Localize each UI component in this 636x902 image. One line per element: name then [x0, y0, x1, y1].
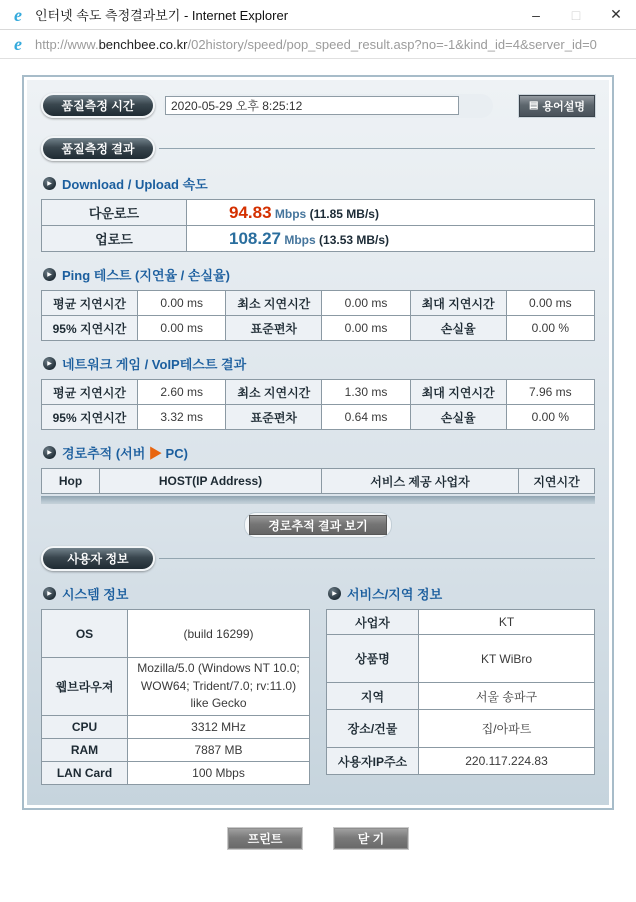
table-label-cell: 평균 지연시간: [42, 291, 138, 316]
table-row: [42, 200, 595, 226]
glossary-button-label: 용어설명: [542, 100, 585, 113]
table-value-cell: (build 16299): [128, 610, 310, 658]
table-value-cell: 3.32 ms: [138, 405, 226, 430]
table-value-cell: 0.00 %: [506, 405, 594, 430]
ping-table: [41, 290, 595, 341]
speed-section-title: Download / Upload 속도: [62, 177, 208, 192]
table-row: [42, 291, 595, 316]
section-bullet-icon: ▶: [43, 357, 56, 370]
ping-section-title: Ping 테스트 (지연율 / 손실율): [62, 268, 230, 283]
glossary-button[interactable]: [519, 95, 595, 117]
table-label-cell: 최대 지연시간: [410, 380, 506, 405]
close-page-button[interactable]: 닫 기: [334, 828, 408, 849]
upload-label: 업로드: [42, 226, 187, 252]
table-value-cell: Mozilla/5.0 (Windows NT 10.0; WOW64; Trident/7.0; rv:11.0) like Gecko: [128, 658, 310, 716]
route-section-title: 경로추적 (서버 ▶ PC): [62, 446, 188, 461]
section-bullet-icon: ▶: [43, 177, 56, 190]
table-label-cell: 웹브라우져: [42, 658, 128, 716]
table-label-cell: CPU: [42, 716, 128, 739]
table-label-cell: 지역: [327, 683, 419, 710]
ie-page-icon: e: [14, 34, 22, 54]
table-label-cell: 평균 지연시간: [42, 380, 138, 405]
voip-section-title: 네트워크 게임 / VoIP테스트 결과: [62, 357, 247, 372]
table-value-cell: 7.96 ms: [506, 380, 594, 405]
table-label-cell: 최대 지연시간: [410, 291, 506, 316]
table-label-cell: LAN Card: [42, 762, 128, 785]
table-label-cell: 손실율: [410, 405, 506, 430]
table-row: [42, 658, 310, 716]
upload-value-cell: [187, 226, 595, 252]
table-row: [327, 635, 595, 683]
close-button[interactable]: ✕: [610, 6, 622, 22]
table-row: [42, 716, 310, 739]
system-table: [41, 609, 310, 785]
upload-unit: Mbps: [284, 232, 316, 247]
route-table: [41, 468, 595, 494]
section-bullet-icon: ▶: [43, 446, 56, 459]
download-detail: (11.85 MB/s): [309, 206, 379, 221]
measure-time-label: 품질측정 시간: [61, 99, 135, 113]
table-label-cell: 95% 지연시간: [42, 405, 138, 430]
table-row: [42, 739, 310, 762]
user-info-pill: [41, 546, 155, 571]
quality-result-label: 품질측정 결과: [61, 142, 135, 156]
download-label: 다운로드: [42, 200, 187, 226]
service-section-title: 서비스/지역 정보: [347, 587, 443, 602]
url-text[interactable]: http://www.benchbee.co.kr/02history/speed/pop_speed_result.asp?no=-1&kind_id=4&server_id=0: [35, 36, 597, 52]
table-value-cell: 0.00 ms: [322, 316, 410, 341]
measure-time-input[interactable]: [165, 96, 459, 115]
address-bar[interactable]: [0, 30, 636, 59]
route-table-footer-bar: [41, 496, 595, 504]
table-row: [42, 762, 310, 785]
main-panel: [22, 75, 614, 810]
download-unit: Mbps: [274, 206, 307, 221]
table-row: [327, 610, 595, 635]
table-label-cell: 사용자IP주소: [327, 748, 419, 775]
table-value-cell: 0.00 %: [506, 316, 594, 341]
table-label-cell: 상품명: [327, 635, 419, 683]
table-value-cell: 0.00 ms: [138, 291, 226, 316]
table-value-cell: 7887 MB: [128, 739, 310, 762]
table-row: [42, 610, 310, 658]
table-value-cell: 0.00 ms: [322, 291, 410, 316]
window-titlebar: [0, 0, 636, 30]
table-label-cell: RAM: [42, 739, 128, 762]
upload-detail: (13.53 MB/s): [319, 232, 390, 247]
route-col-hop: Hop: [42, 469, 100, 494]
divider-line: [159, 148, 595, 149]
glossary-icon: ▤: [529, 100, 539, 111]
minimize-button[interactable]: –: [532, 6, 540, 23]
download-value-cell: [187, 200, 595, 226]
table-value-cell: 100 Mbps: [128, 762, 310, 785]
section-bullet-icon: ▶: [43, 268, 56, 281]
speed-table: [41, 199, 595, 252]
table-label-cell: OS: [42, 610, 128, 658]
service-table: [326, 609, 595, 775]
table-value-cell: KT WiBro: [419, 635, 595, 683]
table-value-cell: 0.64 ms: [322, 405, 410, 430]
table-value-cell: 0.00 ms: [138, 316, 226, 341]
table-label-cell: 표준편차: [226, 405, 322, 430]
table-value-cell: KT: [419, 610, 595, 635]
print-button[interactable]: 프린트: [228, 828, 302, 849]
table-value-cell: 서울 송파구: [419, 683, 595, 710]
measure-time-track: [163, 94, 493, 118]
route-col-latency: 지연시간: [519, 469, 595, 494]
table-label-cell: 장소/건물: [327, 710, 419, 748]
table-row: [42, 380, 595, 405]
section-bullet-icon: ▶: [328, 587, 341, 600]
table-row: [42, 469, 595, 494]
table-label-cell: 사업자: [327, 610, 419, 635]
route-arrow-icon: ▶: [148, 446, 162, 461]
download-value: 94.83: [229, 202, 272, 222]
table-label-cell: 최소 지연시간: [226, 380, 322, 405]
quality-result-pill: [41, 136, 155, 161]
table-value-cell: 2.60 ms: [138, 380, 226, 405]
table-label-cell: 표준편차: [226, 316, 322, 341]
user-info-label: 사용자 정보: [67, 552, 129, 566]
table-label-cell: 손실율: [410, 316, 506, 341]
table-value-cell: 3312 MHz: [128, 716, 310, 739]
measure-time-pill: [41, 93, 155, 118]
table-label-cell: 최소 지연시간: [226, 291, 322, 316]
route-col-provider: 서비스 제공 사업자: [322, 469, 519, 494]
voip-table: [41, 379, 595, 430]
route-view-button-track: [244, 512, 392, 538]
table-label-cell: 95% 지연시간: [42, 316, 138, 341]
table-row: [42, 405, 595, 430]
table-value-cell: 0.00 ms: [506, 291, 594, 316]
route-view-button[interactable]: 경로추적 결과 보기: [249, 515, 387, 535]
table-row: [327, 748, 595, 775]
table-value-cell: 집/아파트: [419, 710, 595, 748]
table-value-cell: 1.30 ms: [322, 380, 410, 405]
divider-line: [159, 558, 595, 559]
route-col-host: HOST(IP Address): [100, 469, 322, 494]
upload-value: 108.27: [229, 228, 281, 248]
section-bullet-icon: ▶: [43, 587, 56, 600]
table-row: [327, 683, 595, 710]
window-title: 인터넷 속도 측정결과보기 - Internet Explorer: [35, 8, 289, 23]
system-section-title: 시스템 정보: [62, 587, 129, 602]
table-row: [327, 710, 595, 748]
table-row: [42, 226, 595, 252]
table-value-cell: 220.117.224.83: [419, 748, 595, 775]
table-row: [42, 316, 595, 341]
maximize-button[interactable]: □: [571, 6, 581, 23]
ie-logo-icon: e: [14, 4, 22, 25]
